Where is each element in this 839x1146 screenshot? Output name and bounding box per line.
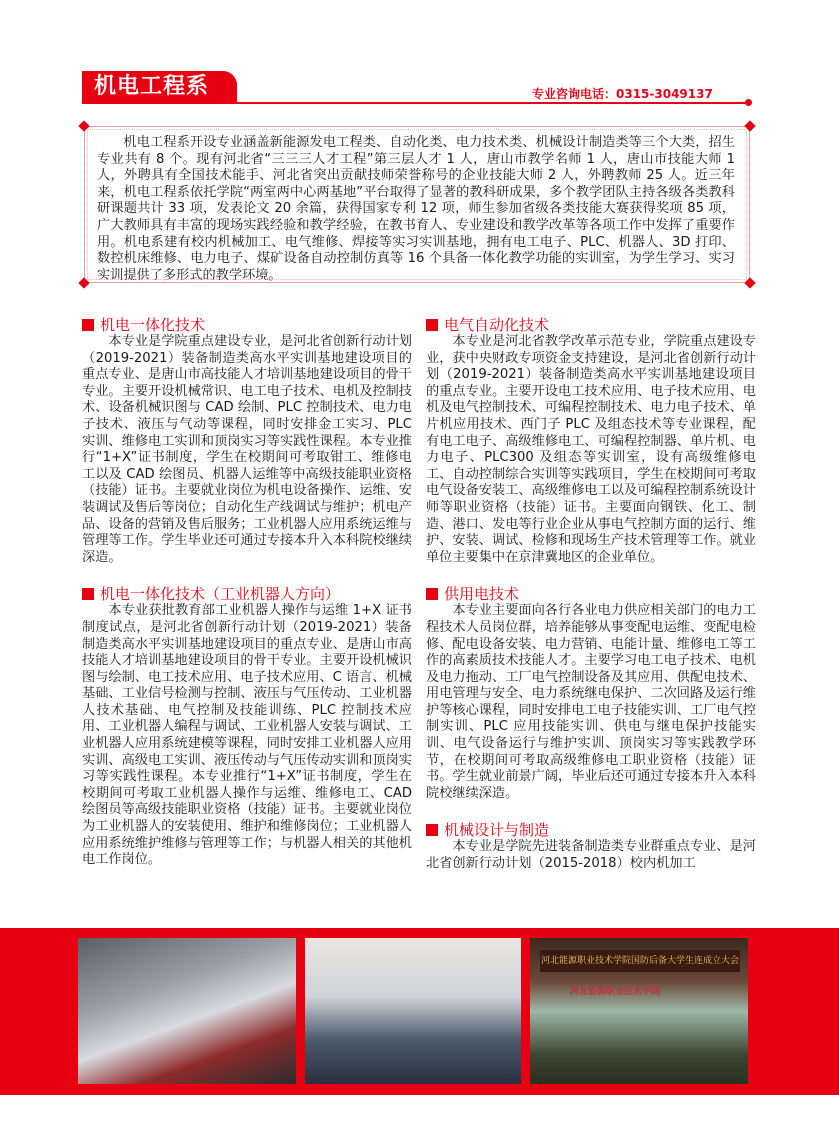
section-electrical-automation	[426, 316, 756, 566]
intro-box	[84, 126, 750, 283]
section-body: 本专业是学院重点建设专业，是河北省创新行动计划（2019-2021）装备制造类高水平实训基地建设项目的重点专业、是唐山市高技能人才培训基地建设项目的骨干专业。主要开设机械常识、电工电子技术、电机及控制技术、设备机械识图与 CAD 绘制、PLC 控制技术、电力电子技术、液压与气动等课程，同时安排金工实习、PLC 实训、维修电工实训和顶岗实习等实践性课程。本专业推行“1+X”证书制度，学生在校期间可考取钳工、维修电工以及 CAD 绘图员、机器人运维等中高级技能职业资格（技能）证书。主要就业岗位为机电设备操作、运维、安装调试及售后等岗位；自动化生产线调试与维护；机电产品、设备的营销及售后服务；工业机器人应用系统运维与管理等工作。学生毕业还可通过专接本升入本科院校继续深造。	[82, 334, 412, 565]
section-heading	[82, 316, 412, 334]
hall-banner: 河北能源职业技术学院国防后备大学生连成立大会	[540, 950, 740, 972]
section-heading	[426, 316, 756, 334]
section-title: 供用电技术	[444, 585, 520, 604]
bullet-square-icon	[82, 588, 94, 600]
hall-sign: 河北能源职业技术学院	[570, 987, 661, 997]
section-power-supply	[426, 585, 756, 802]
header-divider	[82, 102, 748, 104]
bullet-square-icon	[426, 319, 438, 331]
section-mechatronics	[82, 316, 412, 566]
department-title: 机电工程系	[82, 71, 237, 103]
section-title: 电气自动化技术	[444, 316, 550, 334]
section-mechanical-design	[426, 821, 756, 872]
section-title: 机电一体化技术（工业机器人方向）	[100, 585, 341, 604]
section-title: 机电一体化技术	[100, 316, 206, 334]
section-heading	[426, 585, 756, 603]
bullet-square-icon	[426, 824, 438, 836]
corner-ornament	[78, 120, 89, 131]
bullet-square-icon	[426, 588, 438, 600]
left-column	[82, 316, 412, 869]
divider-dot	[745, 99, 752, 106]
corner-ornament	[78, 277, 89, 288]
section-heading	[82, 585, 412, 603]
photo-high-speed-trains	[78, 938, 296, 1084]
corner-ornament	[744, 120, 755, 131]
intro-text: 机电工程系开设专业涵盖新能源发电工程类、自动化类、电力技术类、机械设计制造类等三个大类，招生专业共有 8 个。现有河北省“三三三人才工程”第三层人才 1 人，唐山市教学名师 1 人，唐山市技能大师 1 人，外聘具有全国技术能手、河北省突出贡献技师荣誉称号的企业技能大师 2 人，外聘教师 25 人。近三年来，机电工程系依托学院“两室两中心两基地”平台取得了显著的教科研成果，多个教学团队主持各级各类教科研课题共计 33 项，发表论文 20 余篇，获得国家专利 12 项，师生参加省级各类技能大赛获得奖项 85 项，广大教师具有丰富的现场实践经验和教学经验，在教书育人、专业建设和教学改革等各项工作中发挥了重要作用。机电系建有校内机械加工、电气维修、焊接等实习实训基地，拥有电工电子、PLC、机器人、3D 打印、数控机床维修、电力电子、煤矿设备自动控制仿真等 16 个具备一体化教学功能的实训室，为学生学习、实习实训提供了多形式的教学环境。	[97, 135, 735, 283]
bullet-square-icon	[82, 319, 94, 331]
photo-assembly-hall	[530, 938, 748, 1084]
section-body: 本专业主要面向各行各业电力供应相关部门的电力工程技术人员岗位群，培养能够从事变配电运维、变配电检修、配电设备安装、电力营销、电能计量、维修电工等工作的高素质技术技能人才。主要学习电工电子技术、电机及电力拖动、工厂电气控制设备及其应用、供配电技术、用电管理与安全、电力系统继电保护、二次回路及运行维护等核心课程，同时安排电工电子技能实训、工厂电气控制实训、PLC 应用技能实训、供电与继电保护技能实训、电气设备运行与维护实训、顶岗实习等实践教学环节，在校期间可考取高级维修电工职业资格（技能）证书。学生就业前景广阔，毕业后还可通过专接本升入本科院校继续深造。	[426, 603, 756, 801]
section-title: 机械设计与制造	[444, 821, 550, 840]
section-body: 本专业是学院先进装备制造类专业群重点专业、是河北省创新行动计划（2015-2018）校内机加工	[426, 839, 756, 872]
photo-computer-lab	[305, 938, 521, 1084]
section-heading	[426, 821, 756, 839]
right-column	[426, 316, 756, 873]
section-body: 本专业获批教育部工业机器人操作与运维 1+X 证书制度试点，是河北省创新行动计划（2019-2021）装备制造类高水平实训基地建设项目的重点专业、是唐山市高技能人才培训基地建设项目的骨干专业。主要开设机械识图与绘制、电工技术应用、电子技术应用、C 语言、机械基础、工业信号检测与控制、液压与气压传动、工业机器人技术基础、电气控制及技能训练、PLC 控制技术应用、工业机器人编程与调试、工业机器人安装与调试、工业机器人应用系统建模等课程，同时安排工业机器人应用实训、高级电工实训、液压传动与气压传动实训和顶岗实习等实践性课程。本专业推行“1+X”证书制度，学生在校期间可考取工业机器人操作与运维、维修电工、CAD 绘图员等高级技能职业资格（技能）证书。主要就业岗位为工业机器人的安装使用、维护和维修岗位；工业机器人应用系统维护维修与管理等工作；与机器人相关的其他机电工作岗位。	[82, 603, 412, 868]
consult-phone: 专业咨询电话：0315-3049137	[532, 87, 713, 101]
section-body: 本专业是河北省教学改革示范专业，学院重点建设专业，获中央财政专项资金支持建设，是河北省创新行动计划（2019-2021）装备制造类高水平实训基地建设项目的重点专业。主要开设电工技术应用、电子技术应用、电机及电气控制技术、可编程控制技术、电力电子技术、单片机应用技术、西门子 PLC 及组态技术等专业课程，配有电工电子、高级维修电工、可编程控制器、单片机、电力电子、PLC300 及组态等实训室，设有高级维修电工、自动控制综合实训等实践项目，学生在校期间可考取电气设备安装工、高级维修电工以及可编程控制系统设计师等职业资格（技能）证书。主要面向钢铁、化工、制造、港口、发电等行业企业从事电气控制方面的运行、维护、安装、调试、检修和现场生产技术管理等工作。就业单位主要集中在京津冀地区的企业单位。	[426, 334, 756, 565]
corner-ornament	[744, 277, 755, 288]
section-robotics	[82, 585, 412, 869]
